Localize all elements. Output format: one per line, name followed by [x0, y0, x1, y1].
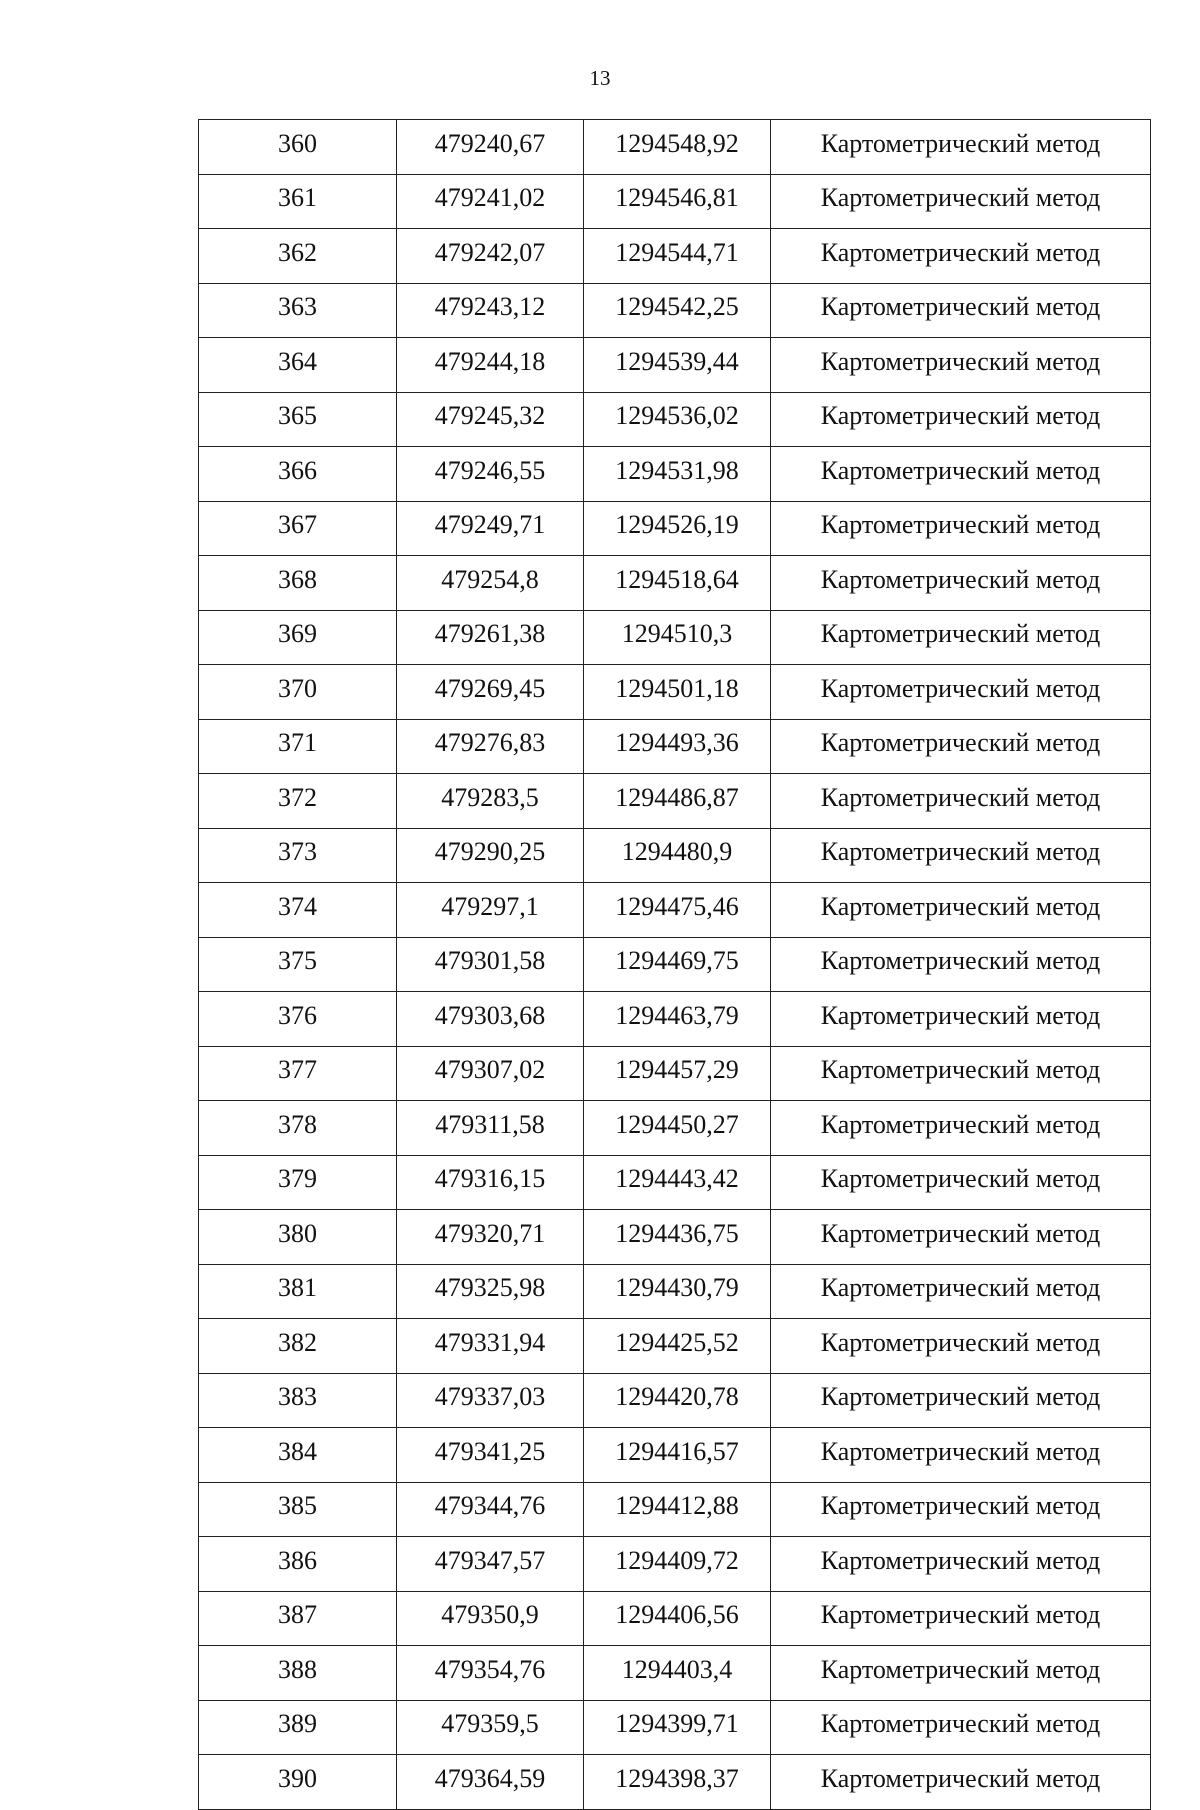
- method-cell: Картометрический метод: [771, 447, 1151, 502]
- x-coordinate-cell: 479243,12: [397, 283, 584, 338]
- table-row: [199, 1755, 1151, 1810]
- point-number-cell: 368: [199, 556, 397, 611]
- table-row: [199, 1210, 1151, 1265]
- method-cell: Картометрический метод: [771, 501, 1151, 556]
- y-coordinate-cell: 1294531,98: [584, 447, 771, 502]
- y-coordinate-cell: 1294469,75: [584, 937, 771, 992]
- y-coordinate-cell: 1294542,25: [584, 283, 771, 338]
- method-cell: Картометрический метод: [771, 1591, 1151, 1646]
- y-coordinate-cell: 1294443,42: [584, 1155, 771, 1210]
- point-number-cell: 387: [199, 1591, 397, 1646]
- table-row: [199, 501, 1151, 556]
- method-cell: Картометрический метод: [771, 828, 1151, 883]
- point-number-cell: 386: [199, 1537, 397, 1592]
- point-number-cell: 380: [199, 1210, 397, 1265]
- table-row: [199, 1319, 1151, 1374]
- point-number-cell: 366: [199, 447, 397, 502]
- point-number-cell: 384: [199, 1428, 397, 1483]
- x-coordinate-cell: 479240,67: [397, 120, 584, 175]
- x-coordinate-cell: 479350,9: [397, 1591, 584, 1646]
- y-coordinate-cell: 1294409,72: [584, 1537, 771, 1592]
- method-cell: Картометрический метод: [771, 610, 1151, 665]
- x-coordinate-cell: 479283,5: [397, 774, 584, 829]
- method-cell: Картометрический метод: [771, 883, 1151, 938]
- point-number-cell: 381: [199, 1264, 397, 1319]
- x-coordinate-cell: 479344,76: [397, 1482, 584, 1537]
- page-number: 13: [589, 66, 611, 90]
- point-number-cell: 369: [199, 610, 397, 665]
- table-row: [199, 1101, 1151, 1156]
- y-coordinate-cell: 1294475,46: [584, 883, 771, 938]
- point-number-cell: 388: [199, 1646, 397, 1701]
- table-row: [199, 828, 1151, 883]
- point-number-cell: 362: [199, 229, 397, 284]
- method-cell: Картометрический метод: [771, 120, 1151, 175]
- y-coordinate-cell: 1294403,4: [584, 1646, 771, 1701]
- x-coordinate-cell: 479341,25: [397, 1428, 584, 1483]
- point-number-cell: 361: [199, 174, 397, 229]
- y-coordinate-cell: 1294406,56: [584, 1591, 771, 1646]
- x-coordinate-cell: 479347,57: [397, 1537, 584, 1592]
- method-cell: Картометрический метод: [771, 1155, 1151, 1210]
- y-coordinate-cell: 1294436,75: [584, 1210, 771, 1265]
- method-cell: Картометрический метод: [771, 392, 1151, 447]
- y-coordinate-cell: 1294416,57: [584, 1428, 771, 1483]
- table-row: [199, 1482, 1151, 1537]
- x-coordinate-cell: 479337,03: [397, 1373, 584, 1428]
- method-cell: Картометрический метод: [771, 174, 1151, 229]
- method-cell: Картометрический метод: [771, 1646, 1151, 1701]
- x-coordinate-cell: 479254,8: [397, 556, 584, 611]
- y-coordinate-cell: 1294510,3: [584, 610, 771, 665]
- y-coordinate-cell: 1294457,29: [584, 1046, 771, 1101]
- x-coordinate-cell: 479311,58: [397, 1101, 584, 1156]
- point-number-cell: 371: [199, 719, 397, 774]
- point-number-cell: 364: [199, 338, 397, 393]
- table-row: [199, 1537, 1151, 1592]
- x-coordinate-cell: 479246,55: [397, 447, 584, 502]
- method-cell: Картометрический метод: [771, 1319, 1151, 1374]
- y-coordinate-cell: 1294430,79: [584, 1264, 771, 1319]
- method-cell: Картометрический метод: [771, 992, 1151, 1047]
- y-coordinate-cell: 1294399,71: [584, 1700, 771, 1755]
- x-coordinate-cell: 479244,18: [397, 338, 584, 393]
- coordinates-table: [198, 119, 1151, 1810]
- x-coordinate-cell: 479331,94: [397, 1319, 584, 1374]
- point-number-cell: 382: [199, 1319, 397, 1374]
- table-row: [199, 937, 1151, 992]
- x-coordinate-cell: 479359,5: [397, 1700, 584, 1755]
- point-number-cell: 365: [199, 392, 397, 447]
- table-row: [199, 556, 1151, 611]
- y-coordinate-cell: 1294493,36: [584, 719, 771, 774]
- point-number-cell: 372: [199, 774, 397, 829]
- table-row: [199, 1373, 1151, 1428]
- x-coordinate-cell: 479303,68: [397, 992, 584, 1047]
- y-coordinate-cell: 1294463,79: [584, 992, 771, 1047]
- table-row: [199, 447, 1151, 502]
- method-cell: Картометрический метод: [771, 229, 1151, 284]
- y-coordinate-cell: 1294544,71: [584, 229, 771, 284]
- table-row: [199, 719, 1151, 774]
- table-row: [199, 992, 1151, 1047]
- method-cell: Картометрический метод: [771, 937, 1151, 992]
- x-coordinate-cell: 479354,76: [397, 1646, 584, 1701]
- x-coordinate-cell: 479261,38: [397, 610, 584, 665]
- point-number-cell: 389: [199, 1700, 397, 1755]
- y-coordinate-cell: 1294536,02: [584, 392, 771, 447]
- method-cell: Картометрический метод: [771, 1264, 1151, 1319]
- method-cell: Картометрический метод: [771, 774, 1151, 829]
- y-coordinate-cell: 1294425,52: [584, 1319, 771, 1374]
- point-number-cell: 373: [199, 828, 397, 883]
- method-cell: Картометрический метод: [771, 1428, 1151, 1483]
- y-coordinate-cell: 1294526,19: [584, 501, 771, 556]
- method-cell: Картометрический метод: [771, 283, 1151, 338]
- x-coordinate-cell: 479307,02: [397, 1046, 584, 1101]
- method-cell: Картометрический метод: [771, 338, 1151, 393]
- y-coordinate-cell: 1294546,81: [584, 174, 771, 229]
- x-coordinate-cell: 479301,58: [397, 937, 584, 992]
- x-coordinate-cell: 479276,83: [397, 719, 584, 774]
- point-number-cell: 378: [199, 1101, 397, 1156]
- method-cell: Картометрический метод: [771, 1046, 1151, 1101]
- x-coordinate-cell: 479297,1: [397, 883, 584, 938]
- table-row: [199, 665, 1151, 720]
- y-coordinate-cell: 1294480,9: [584, 828, 771, 883]
- table-row: [199, 283, 1151, 338]
- method-cell: Картометрический метод: [771, 1537, 1151, 1592]
- table-row: [199, 610, 1151, 665]
- table-row: [199, 392, 1151, 447]
- y-coordinate-cell: 1294548,92: [584, 120, 771, 175]
- x-coordinate-cell: 479242,07: [397, 229, 584, 284]
- table-row: [199, 1591, 1151, 1646]
- x-coordinate-cell: 479320,71: [397, 1210, 584, 1265]
- y-coordinate-cell: 1294486,87: [584, 774, 771, 829]
- method-cell: Картометрический метод: [771, 556, 1151, 611]
- x-coordinate-cell: 479269,45: [397, 665, 584, 720]
- point-number-cell: 385: [199, 1482, 397, 1537]
- method-cell: Картометрический метод: [771, 1482, 1151, 1537]
- point-number-cell: 367: [199, 501, 397, 556]
- table-row: [199, 174, 1151, 229]
- method-cell: Картометрический метод: [771, 1700, 1151, 1755]
- x-coordinate-cell: 479241,02: [397, 174, 584, 229]
- point-number-cell: 363: [199, 283, 397, 338]
- table-row: [199, 1046, 1151, 1101]
- point-number-cell: 379: [199, 1155, 397, 1210]
- table-row: [199, 1428, 1151, 1483]
- table-row: [199, 120, 1151, 175]
- point-number-cell: 377: [199, 1046, 397, 1101]
- x-coordinate-cell: 479245,32: [397, 392, 584, 447]
- x-coordinate-cell: 479364,59: [397, 1755, 584, 1810]
- method-cell: Картометрический метод: [771, 1101, 1151, 1156]
- point-number-cell: 390: [199, 1755, 397, 1810]
- table-row: [199, 883, 1151, 938]
- x-coordinate-cell: 479290,25: [397, 828, 584, 883]
- point-number-cell: 370: [199, 665, 397, 720]
- y-coordinate-cell: 1294501,18: [584, 665, 771, 720]
- table-row: [199, 1646, 1151, 1701]
- point-number-cell: 374: [199, 883, 397, 938]
- table-row: [199, 774, 1151, 829]
- table-row: [199, 1700, 1151, 1755]
- method-cell: Картометрический метод: [771, 1373, 1151, 1428]
- point-number-cell: 383: [199, 1373, 397, 1428]
- x-coordinate-cell: 479316,15: [397, 1155, 584, 1210]
- y-coordinate-cell: 1294450,27: [584, 1101, 771, 1156]
- method-cell: Картометрический метод: [771, 665, 1151, 720]
- point-number-cell: 376: [199, 992, 397, 1047]
- y-coordinate-cell: 1294412,88: [584, 1482, 771, 1537]
- y-coordinate-cell: 1294398,37: [584, 1755, 771, 1810]
- y-coordinate-cell: 1294518,64: [584, 556, 771, 611]
- point-number-cell: 360: [199, 120, 397, 175]
- table-row: [199, 338, 1151, 393]
- table-row: [199, 1264, 1151, 1319]
- table-row: [199, 1155, 1151, 1210]
- y-coordinate-cell: 1294420,78: [584, 1373, 771, 1428]
- table-row: [199, 229, 1151, 284]
- y-coordinate-cell: 1294539,44: [584, 338, 771, 393]
- x-coordinate-cell: 479325,98: [397, 1264, 584, 1319]
- method-cell: Картометрический метод: [771, 719, 1151, 774]
- x-coordinate-cell: 479249,71: [397, 501, 584, 556]
- point-number-cell: 375: [199, 937, 397, 992]
- coordinates-table-body: [199, 120, 1151, 1810]
- method-cell: Картометрический метод: [771, 1210, 1151, 1265]
- method-cell: Картометрический метод: [771, 1755, 1151, 1810]
